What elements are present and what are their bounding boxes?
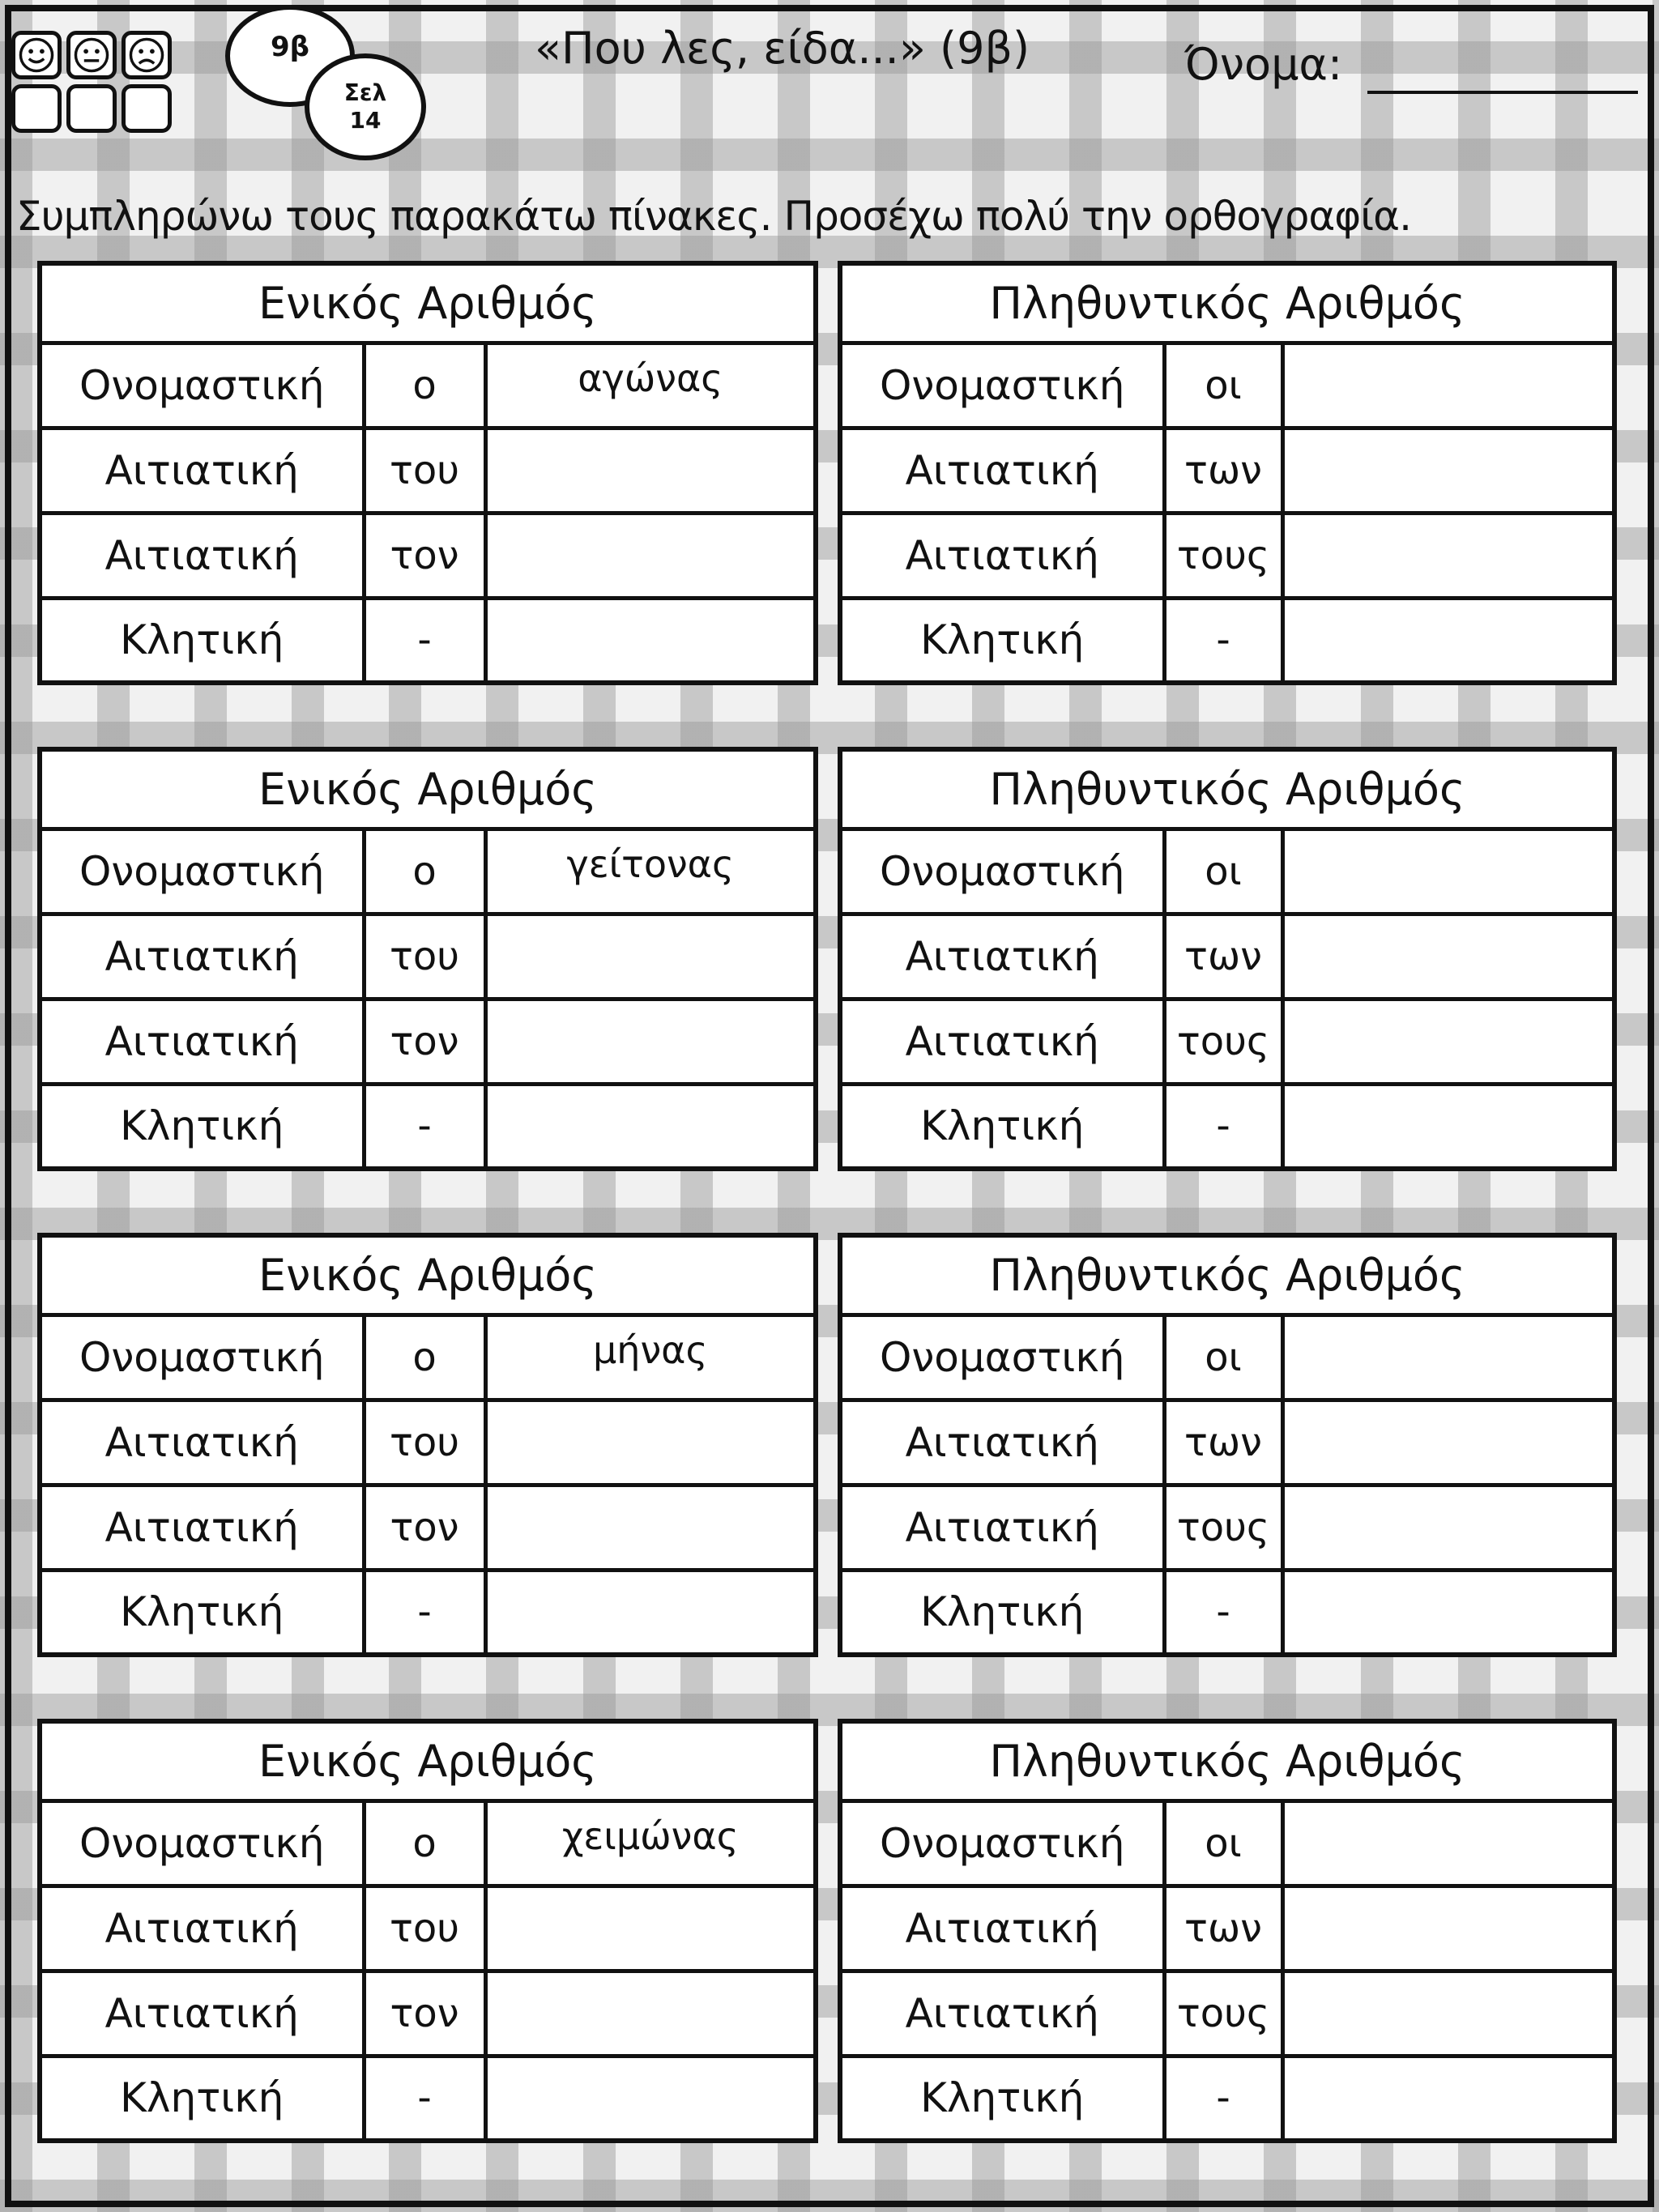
- article: του: [364, 428, 485, 513]
- table-row: [40, 1315, 816, 1400]
- case-label: Ονομαστική: [40, 1315, 364, 1400]
- table-row: [40, 1801, 816, 1886]
- answer-cell[interactable]: [485, 1400, 816, 1485]
- case-label: Κλητική: [840, 598, 1164, 683]
- article: οι: [1164, 1801, 1282, 1886]
- article: -: [364, 2056, 485, 2141]
- table-row: [40, 2056, 816, 2141]
- table-row: [40, 513, 816, 598]
- page-number: 14: [349, 107, 382, 134]
- table-row: [40, 1084, 816, 1169]
- answer-cell[interactable]: [485, 513, 816, 598]
- name-label: Όνομα:: [1184, 39, 1343, 90]
- answer-cell[interactable]: [1282, 428, 1614, 513]
- case-label: Αιτιατική: [40, 1400, 364, 1485]
- answer-cell[interactable]: [1282, 1971, 1614, 2056]
- case-label: Κλητική: [40, 2056, 364, 2141]
- singular-heading: Ενικός Αριθμός: [40, 1721, 816, 1801]
- case-label: Ονομαστική: [40, 1801, 364, 1886]
- plural-table-1: [838, 261, 1617, 685]
- answer-cell[interactable]: [1282, 999, 1614, 1084]
- answer-cell[interactable]: [1282, 1801, 1614, 1886]
- happy-face-icon[interactable]: [11, 31, 62, 79]
- case-label: Αιτιατική: [40, 1886, 364, 1971]
- answer-cell[interactable]: [1282, 598, 1614, 683]
- case-label: Ονομαστική: [40, 829, 364, 914]
- table-row: [40, 1570, 816, 1655]
- table-row: [840, 598, 1614, 683]
- table-row: [840, 343, 1614, 428]
- table-row: [840, 1971, 1614, 2056]
- article: των: [1164, 428, 1282, 513]
- answer-cell[interactable]: [485, 428, 816, 513]
- singular-table-4: [37, 1719, 818, 2143]
- table-row: [840, 999, 1614, 1084]
- singular-heading: Ενικός Αριθμός: [40, 1235, 816, 1315]
- case-label: Αιτιατική: [840, 1971, 1164, 2056]
- case-label: Αιτιατική: [840, 428, 1164, 513]
- article: του: [364, 1886, 485, 1971]
- case-label: Ονομαστική: [840, 829, 1164, 914]
- answer-cell[interactable]: [1282, 2056, 1614, 2141]
- article: οι: [1164, 829, 1282, 914]
- table-row: [840, 914, 1614, 999]
- case-label: Αιτιατική: [40, 1485, 364, 1570]
- case-label: Κλητική: [40, 1084, 364, 1169]
- article: ο: [364, 343, 485, 428]
- table-row: [840, 1084, 1614, 1169]
- case-label: Ονομαστική: [840, 1315, 1164, 1400]
- answer-cell[interactable]: [1282, 1400, 1614, 1485]
- case-label: Αιτιατική: [840, 1400, 1164, 1485]
- table-row: [840, 1570, 1614, 1655]
- answer-cell[interactable]: [1282, 1485, 1614, 1570]
- table-row: [40, 598, 816, 683]
- article: ο: [364, 1801, 485, 1886]
- name-input-line[interactable]: [1367, 91, 1638, 94]
- answer-cell[interactable]: [485, 1485, 816, 1570]
- article: ο: [364, 1315, 485, 1400]
- article: τους: [1164, 1485, 1282, 1570]
- answer-cell[interactable]: [485, 999, 816, 1084]
- article: -: [1164, 1084, 1282, 1169]
- case-label: Ονομαστική: [40, 343, 364, 428]
- given-word: αγώνας: [485, 343, 816, 428]
- table-row: [840, 428, 1614, 513]
- case-label: Κλητική: [40, 1570, 364, 1655]
- article: του: [364, 1400, 485, 1485]
- case-label: Κλητική: [840, 1084, 1164, 1169]
- self-assessment-faces: [11, 31, 181, 138]
- article: τους: [1164, 1971, 1282, 2056]
- article: -: [1164, 1570, 1282, 1655]
- singular-heading: Ενικός Αριθμός: [40, 263, 816, 343]
- sad-face-icon[interactable]: [122, 31, 172, 79]
- answer-cell[interactable]: [1282, 1084, 1614, 1169]
- singular-table-3: [37, 1233, 818, 1657]
- table-row: [840, 1315, 1614, 1400]
- singular-heading: Ενικός Αριθμός: [40, 749, 816, 829]
- plural-table-2: [838, 747, 1617, 1171]
- article: του: [364, 914, 485, 999]
- case-label: Ονομαστική: [840, 1801, 1164, 1886]
- table-row: [40, 829, 816, 914]
- case-label: Αιτιατική: [840, 513, 1164, 598]
- article: -: [364, 1084, 485, 1169]
- case-label: Αιτιατική: [840, 914, 1164, 999]
- answer-cell[interactable]: [1282, 513, 1614, 598]
- article: -: [364, 598, 485, 683]
- singular-table-2: [37, 747, 818, 1171]
- case-label: Αιτιατική: [40, 428, 364, 513]
- table-row: [840, 1886, 1614, 1971]
- article: -: [1164, 2056, 1282, 2141]
- article: τους: [1164, 999, 1282, 1084]
- table-row: [40, 1886, 816, 1971]
- article: -: [1164, 598, 1282, 683]
- lesson-number: 9β: [271, 31, 309, 63]
- table-row: [840, 1801, 1614, 1886]
- article: τον: [364, 513, 485, 598]
- given-word: γείτονας: [485, 829, 816, 914]
- article: -: [364, 1570, 485, 1655]
- answer-cell[interactable]: [485, 914, 816, 999]
- plural-table-4: [838, 1719, 1617, 2143]
- table-row: [40, 1400, 816, 1485]
- article: οι: [1164, 343, 1282, 428]
- table-row: [40, 428, 816, 513]
- case-label: Αιτιατική: [840, 1886, 1164, 1971]
- case-label: Κλητική: [840, 2056, 1164, 2141]
- face-checkbox-2[interactable]: [66, 84, 117, 133]
- article: τον: [364, 999, 485, 1084]
- answer-cell[interactable]: [1282, 1315, 1614, 1400]
- table-row: [840, 1485, 1614, 1570]
- answer-cell[interactable]: [485, 1084, 816, 1169]
- singular-table-1: [37, 261, 818, 685]
- article: τους: [1164, 513, 1282, 598]
- answer-cell[interactable]: [485, 2056, 816, 2141]
- neutral-face-icon[interactable]: [66, 31, 117, 79]
- table-row: [840, 829, 1614, 914]
- plural-table-3: [838, 1233, 1617, 1657]
- case-label: Κλητική: [840, 1570, 1164, 1655]
- page-bubble: [305, 53, 426, 160]
- table-row: [40, 1971, 816, 2056]
- case-label: Ονομαστική: [840, 343, 1164, 428]
- answer-cell[interactable]: [1282, 1570, 1614, 1655]
- answer-cell[interactable]: [1282, 829, 1614, 914]
- answer-cell[interactable]: [1282, 343, 1614, 428]
- face-checkbox-1[interactable]: [11, 84, 62, 133]
- given-word: μήνας: [485, 1315, 816, 1400]
- article: των: [1164, 914, 1282, 999]
- answer-cell[interactable]: [485, 1570, 816, 1655]
- given-word: χειμώνας: [485, 1801, 816, 1886]
- page-label: Σελ: [343, 79, 387, 106]
- answer-cell[interactable]: [1282, 914, 1614, 999]
- case-label: Αιτιατική: [840, 1485, 1164, 1570]
- answer-cell[interactable]: [1282, 1886, 1614, 1971]
- worksheet-title: «Που λες, είδα...» (9β): [535, 23, 1030, 74]
- case-label: Αιτιατική: [40, 1971, 364, 2056]
- case-label: Αιτιατική: [40, 914, 364, 999]
- instruction-text: Συμπληρώνω τους παρακάτω πίνακες. Προσέχω πολύ την ορθογραφία.: [16, 193, 1412, 240]
- table-row: [40, 1485, 816, 1570]
- plural-heading: Πληθυντικός Αριθμός: [840, 749, 1614, 829]
- answer-cell[interactable]: [485, 598, 816, 683]
- article: τον: [364, 1971, 485, 2056]
- plural-heading: Πληθυντικός Αριθμός: [840, 263, 1614, 343]
- answer-cell[interactable]: [485, 1886, 816, 1971]
- article: των: [1164, 1400, 1282, 1485]
- plural-heading: Πληθυντικός Αριθμός: [840, 1235, 1614, 1315]
- table-row: [40, 343, 816, 428]
- article: τον: [364, 1485, 485, 1570]
- case-label: Αιτιατική: [840, 999, 1164, 1084]
- case-label: Αιτιατική: [40, 999, 364, 1084]
- case-label: Αιτιατική: [40, 513, 364, 598]
- answer-cell[interactable]: [485, 1971, 816, 2056]
- table-row: [840, 1400, 1614, 1485]
- table-row: [40, 914, 816, 999]
- face-checkbox-3[interactable]: [122, 84, 172, 133]
- article: των: [1164, 1886, 1282, 1971]
- article: οι: [1164, 1315, 1282, 1400]
- table-row: [40, 999, 816, 1084]
- table-row: [840, 2056, 1614, 2141]
- table-row: [840, 513, 1614, 598]
- article: ο: [364, 829, 485, 914]
- plural-heading: Πληθυντικός Αριθμός: [840, 1721, 1614, 1801]
- case-label: Κλητική: [40, 598, 364, 683]
